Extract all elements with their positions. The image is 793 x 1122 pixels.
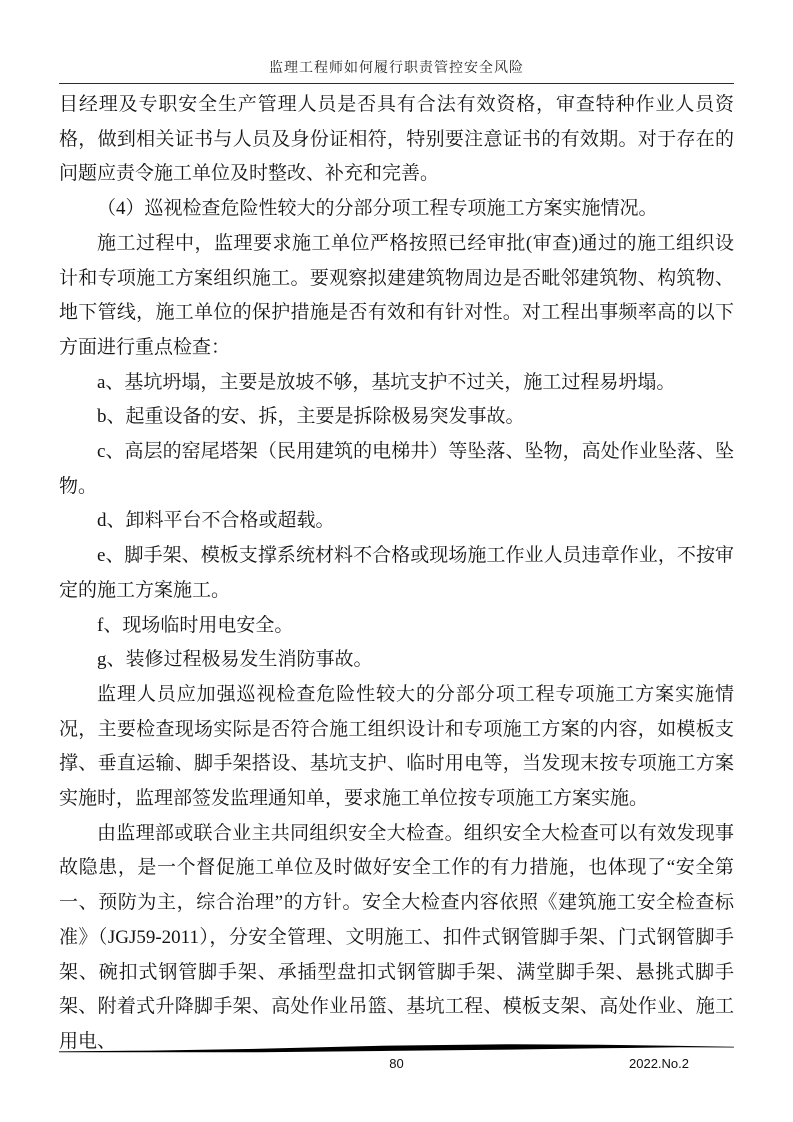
list-item-e: e、脚手架、模板支撑系统材料不合格或现场施工作业人员违章作业，不按审定的施工方案施工。 — [59, 545, 734, 601]
paragraph-supervision: 监理人员应加强巡视检查危险性较大的分部分项工程专项施工方案实施情况，主要检查现场实际是否符合施工组织设计和专项施工方案的内容，如模板支撑、垂直运输、脚手架搭设、基坑支护、临时用电等，当发现末按专项施工方案实施时，监理部签发监理通知单，要求施工单位按专项施工方案实施。 — [59, 683, 734, 810]
list-item-d: d、卸料平台不合格或超载。 — [97, 510, 335, 532]
body-text — [59, 88, 734, 1060]
footer-row — [59, 1056, 734, 1074]
page-number: 80 — [389, 1056, 404, 1071]
footer-decorative-bar — [59, 1044, 734, 1054]
header-title: 监理工程师如何履行职责管控安全风险 — [269, 61, 524, 76]
issue-number: 2022.No.2 — [629, 1056, 689, 1071]
list-item-f: f、现场临时用电安全。 — [97, 614, 294, 636]
header-rule — [59, 83, 734, 84]
list-item-c: c、高层的窑尾塔架（民用建筑的电梯井）等坠落、坠物，高处作业坠落、坠物。 — [59, 441, 734, 497]
paragraph-inspection: 由监理部或联合业主共同组织安全大检查。组织安全大检查可以有效发现事故隐患，是一个督促施工单位及时做好安全工作的有力措施，也体现了“安全第一、预防为主，综合治理”的方针。安全大检查内容依照《建筑施工安全检查标准》（JGJ59-2011），分安全管理、文明施工、扣件式钢管脚手架、门式钢管脚手架、碗扣式钢管脚手架、承插型盘扣式钢管脚手架、满堂脚手架、悬挑式脚手架、附着式升降脚手架、高处作业吊篮、基坑工程、模板支架、高处作业、施工用电、 — [59, 822, 734, 1052]
paragraph-item-4-heading: （4）巡视检查危险性较大的分部分项工程专项施工方案实施情况。 — [97, 198, 658, 220]
list-item-b: b、起重设备的安、拆，主要是拆除极易突发事故。 — [97, 406, 525, 428]
list-item-g: g、装修过程极易发生消防事故。 — [97, 649, 373, 671]
page-footer — [59, 1044, 734, 1074]
paragraph-continuation: 目经理及专职安全生产管理人员是否具有合法有效资格，审查特种作业人员资格，做到相关证书与人员及身份证相符，特别要注意证书的有效期。对于存在的问题应责令施工单位及时整改、补充和完善。 — [59, 94, 734, 185]
paragraph-process: 施工过程中，监理要求施工单位严格按照已经审批(审查)通过的施工组织设计和专项施工方案组织施工。要观察拟建建筑物周边是否毗邻建筑物、构筑物、地下管线，施工单位的保护措施是否有效和有针对性。对工程出事频率高的以下方面进行重点检查： — [59, 232, 734, 358]
list-item-a: a、基坑坍塌，主要是放坡不够，基坑支护不过关，施工过程易坍塌。 — [97, 371, 676, 393]
page-header — [59, 0, 734, 84]
